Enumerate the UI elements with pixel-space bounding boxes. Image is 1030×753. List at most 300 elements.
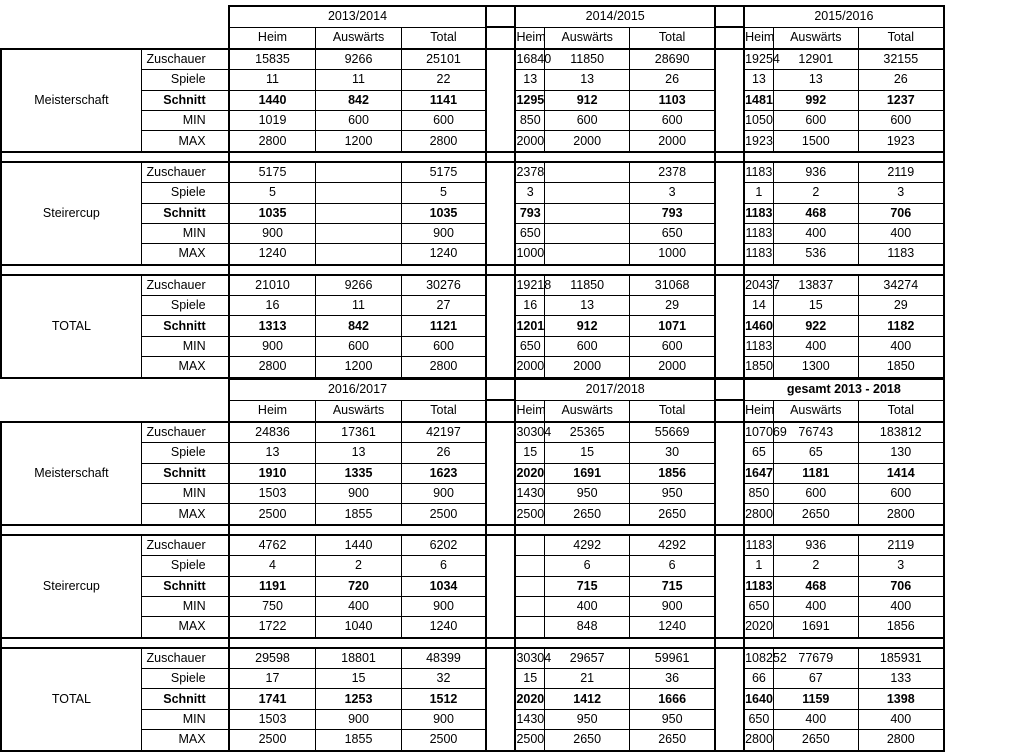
value-cell: 400	[316, 596, 401, 616]
column-header: Auswärts	[316, 400, 401, 421]
value-cell	[515, 556, 544, 576]
value-cell: 1240	[630, 617, 715, 638]
metric-label: Spiele	[141, 296, 228, 316]
value-cell: 48399	[401, 648, 486, 669]
value-cell: 22	[401, 70, 486, 90]
section-name: TOTAL	[1, 275, 141, 378]
metric-label: MAX	[141, 730, 228, 751]
spacer-cell	[486, 203, 515, 223]
value-cell: 600	[630, 110, 715, 130]
spacer-cell	[715, 49, 744, 70]
value-cell: 1741	[229, 689, 316, 709]
value-cell: 1000	[630, 244, 715, 265]
season-title: gesamt 2013 - 2018	[744, 379, 944, 400]
value-cell: 9266	[316, 275, 401, 296]
value-cell: 30	[630, 443, 715, 463]
table-row	[1, 576, 1029, 596]
spacer-cell	[715, 596, 744, 616]
value-cell: 2020	[515, 463, 544, 483]
spacer-cell	[486, 27, 515, 48]
attendance-table-2013-2016	[0, 5, 1030, 379]
value-cell	[316, 183, 401, 203]
value-cell: 1	[744, 183, 773, 203]
spacer-cell	[715, 730, 744, 751]
value-cell: 2650	[630, 504, 715, 525]
value-cell: 1722	[229, 617, 316, 638]
table-row	[1, 443, 1029, 463]
value-cell: 600	[545, 110, 630, 130]
column-header: Heim	[744, 27, 773, 48]
value-cell: 1183	[744, 244, 773, 265]
value-cell: 77679	[773, 648, 858, 669]
section-separator	[1, 152, 1029, 162]
value-cell: 11850	[545, 49, 630, 70]
spacer-cell	[715, 131, 744, 152]
value-cell: 6	[545, 556, 630, 576]
value-cell: 1910	[229, 463, 316, 483]
value-cell: 468	[773, 576, 858, 596]
value-cell	[515, 535, 544, 556]
spacer-cell	[486, 223, 515, 243]
metric-label: Schnitt	[141, 576, 228, 596]
metric-label: MIN	[141, 223, 228, 243]
column-header: Total	[401, 400, 486, 421]
spacer-cell	[486, 422, 515, 443]
value-cell: 1183	[744, 162, 773, 183]
spacer-cell	[486, 689, 515, 709]
table-row	[1, 617, 1029, 638]
value-cell: 2800	[401, 357, 486, 378]
value-cell: 600	[401, 110, 486, 130]
value-cell: 536	[773, 244, 858, 265]
spacer-cell	[715, 27, 744, 48]
value-cell: 1481	[744, 90, 773, 110]
table-row	[1, 70, 1029, 90]
value-cell: 2	[773, 556, 858, 576]
value-cell: 1500	[773, 131, 858, 152]
spacer-cell	[715, 709, 744, 729]
spacer-cell	[715, 535, 744, 556]
value-cell: 600	[773, 110, 858, 130]
value-cell: 15	[515, 443, 544, 463]
value-cell: 28690	[630, 49, 715, 70]
spacer-cell	[715, 110, 744, 130]
value-cell	[316, 162, 401, 183]
value-cell: 400	[773, 223, 858, 243]
table-row	[1, 244, 1029, 265]
season-title: 2014/2015	[515, 6, 715, 27]
value-cell: 900	[401, 709, 486, 729]
spacer-cell	[715, 183, 744, 203]
value-cell: 1398	[858, 689, 943, 709]
column-header: Auswärts	[545, 400, 630, 421]
value-cell: 400	[858, 223, 943, 243]
value-cell: 1691	[545, 463, 630, 483]
value-cell: 1335	[316, 463, 401, 483]
value-cell: 2000	[630, 357, 715, 378]
value-cell: 950	[630, 483, 715, 503]
season-title: 2013/2014	[229, 6, 487, 27]
spacer-cell	[715, 316, 744, 336]
value-cell	[515, 576, 544, 596]
subheader-row	[1, 27, 1029, 48]
metric-label: MAX	[141, 504, 228, 525]
value-cell: 715	[545, 576, 630, 596]
table-row	[1, 110, 1029, 130]
value-cell: 2500	[401, 504, 486, 525]
value-cell: 1856	[858, 617, 943, 638]
value-cell: 66	[744, 669, 773, 689]
value-cell: 2650	[545, 730, 630, 751]
value-cell: 34274	[858, 275, 943, 296]
value-cell: 1183	[858, 244, 943, 265]
value-cell: 2378	[515, 162, 544, 183]
value-cell: 842	[316, 90, 401, 110]
value-cell: 12901	[773, 49, 858, 70]
value-cell: 793	[630, 203, 715, 223]
value-cell: 706	[858, 203, 943, 223]
spacer-cell	[486, 162, 515, 183]
table-row	[1, 357, 1029, 378]
value-cell: 2800	[744, 730, 773, 751]
value-cell: 1159	[773, 689, 858, 709]
table-row	[1, 463, 1029, 483]
spacer-cell	[486, 669, 515, 689]
value-cell: 1000	[515, 244, 544, 265]
spacer-cell	[715, 400, 744, 421]
value-cell: 400	[773, 596, 858, 616]
value-cell: 1103	[630, 90, 715, 110]
value-cell: 2800	[858, 504, 943, 525]
value-cell: 1856	[630, 463, 715, 483]
value-cell: 30276	[401, 275, 486, 296]
spacer-cell	[715, 162, 744, 183]
value-cell: 2500	[229, 730, 316, 751]
value-cell	[545, 203, 630, 223]
value-cell: 600	[316, 110, 401, 130]
value-cell: 13	[229, 443, 316, 463]
value-cell: 900	[630, 596, 715, 616]
value-cell: 2500	[515, 730, 544, 751]
value-cell: 900	[401, 483, 486, 503]
value-cell: 842	[316, 316, 401, 336]
value-cell: 1035	[401, 203, 486, 223]
spacer-cell	[486, 556, 515, 576]
value-cell: 850	[744, 483, 773, 503]
value-cell: 912	[545, 90, 630, 110]
value-cell: 992	[773, 90, 858, 110]
value-cell	[316, 244, 401, 265]
section-separator	[1, 638, 1029, 648]
value-cell: 3	[858, 556, 943, 576]
value-cell: 600	[858, 110, 943, 130]
metric-label: MAX	[141, 244, 228, 265]
value-cell: 1923	[858, 131, 943, 152]
table-row	[1, 483, 1029, 503]
value-cell: 29657	[545, 648, 630, 669]
value-cell: 2000	[545, 131, 630, 152]
spacer-cell	[715, 689, 744, 709]
value-cell: 2119	[858, 535, 943, 556]
value-cell: 1182	[858, 316, 943, 336]
table-row	[1, 556, 1029, 576]
column-header: Heim	[229, 27, 316, 48]
value-cell: 1201	[515, 316, 544, 336]
spacer-cell	[486, 443, 515, 463]
metric-label: Spiele	[141, 70, 228, 90]
value-cell: 900	[316, 709, 401, 729]
value-cell: 400	[773, 709, 858, 729]
metric-label: MIN	[141, 709, 228, 729]
subheader-row	[1, 400, 1029, 421]
value-cell: 2650	[773, 730, 858, 751]
value-cell: 11	[316, 296, 401, 316]
value-cell: 600	[545, 336, 630, 356]
value-cell: 2500	[229, 504, 316, 525]
value-cell: 715	[630, 576, 715, 596]
value-cell: 19218	[515, 275, 544, 296]
section-separator	[1, 525, 1029, 535]
value-cell: 950	[630, 709, 715, 729]
table-row	[1, 669, 1029, 689]
section-name: Meisterschaft	[1, 49, 141, 152]
value-cell: 600	[401, 336, 486, 356]
value-cell: 16	[515, 296, 544, 316]
column-header: Auswärts	[773, 27, 858, 48]
value-cell: 20437	[744, 275, 773, 296]
value-cell: 600	[858, 483, 943, 503]
value-cell: 2650	[545, 504, 630, 525]
season-title: 2017/2018	[515, 379, 715, 400]
value-cell: 15	[316, 669, 401, 689]
metric-label: Zuschauer	[141, 422, 228, 443]
section-separator	[1, 265, 1029, 275]
value-cell: 59961	[630, 648, 715, 669]
value-cell: 1503	[229, 709, 316, 729]
value-cell: 1440	[316, 535, 401, 556]
spacer-cell	[715, 669, 744, 689]
value-cell: 16840	[515, 49, 544, 70]
value-cell: 65	[744, 443, 773, 463]
spacer-cell	[486, 535, 515, 556]
season-title: 2016/2017	[229, 379, 487, 400]
value-cell: 1855	[316, 730, 401, 751]
value-cell: 13	[545, 296, 630, 316]
spacer-cell	[486, 296, 515, 316]
value-cell: 1640	[744, 689, 773, 709]
value-cell: 1460	[744, 316, 773, 336]
value-cell: 950	[545, 709, 630, 729]
value-cell: 32155	[858, 49, 943, 70]
metric-label: Zuschauer	[141, 275, 228, 296]
spacer-cell	[715, 379, 744, 400]
value-cell: 468	[773, 203, 858, 223]
value-cell: 25365	[545, 422, 630, 443]
table-row	[1, 689, 1029, 709]
spacer-cell	[715, 422, 744, 443]
spacer-cell	[486, 70, 515, 90]
spacer-cell	[715, 275, 744, 296]
section-name: Steirercup	[1, 535, 141, 638]
value-cell: 900	[401, 596, 486, 616]
value-cell: 1440	[229, 90, 316, 110]
value-cell: 2119	[858, 162, 943, 183]
value-cell: 3	[630, 183, 715, 203]
value-cell: 13	[515, 70, 544, 90]
value-cell: 1295	[515, 90, 544, 110]
value-cell: 55669	[630, 422, 715, 443]
table-row	[1, 316, 1029, 336]
spacer-cell	[486, 730, 515, 751]
spacer-cell	[486, 110, 515, 130]
value-cell: 2020	[515, 689, 544, 709]
value-cell: 1855	[316, 504, 401, 525]
value-cell: 13837	[773, 275, 858, 296]
value-cell: 19254	[744, 49, 773, 70]
value-cell: 1240	[401, 244, 486, 265]
value-cell: 6	[630, 556, 715, 576]
value-cell: 936	[773, 535, 858, 556]
spacer-cell	[486, 648, 515, 669]
value-cell: 108252	[744, 648, 773, 669]
metric-label: MIN	[141, 596, 228, 616]
value-cell: 185931	[858, 648, 943, 669]
value-cell: 4292	[545, 535, 630, 556]
value-cell: 1050	[744, 110, 773, 130]
value-cell: 2800	[858, 730, 943, 751]
value-cell: 650	[515, 336, 544, 356]
value-cell: 1183	[744, 535, 773, 556]
value-cell: 1191	[229, 576, 316, 596]
metric-label: Schnitt	[141, 689, 228, 709]
value-cell: 2650	[630, 730, 715, 751]
value-cell: 24836	[229, 422, 316, 443]
value-cell: 400	[858, 336, 943, 356]
value-cell: 1237	[858, 90, 943, 110]
table-row	[1, 275, 1029, 296]
value-cell: 750	[229, 596, 316, 616]
value-cell: 11	[229, 70, 316, 90]
value-cell: 1240	[229, 244, 316, 265]
table-row	[1, 131, 1029, 152]
value-cell: 720	[316, 576, 401, 596]
spacer-cell	[715, 483, 744, 503]
metric-label: Zuschauer	[141, 535, 228, 556]
value-cell: 21	[545, 669, 630, 689]
value-cell: 29	[630, 296, 715, 316]
value-cell: 2378	[630, 162, 715, 183]
value-cell: 650	[744, 596, 773, 616]
value-cell: 1647	[744, 463, 773, 483]
table-row	[1, 162, 1029, 183]
value-cell: 67	[773, 669, 858, 689]
value-cell: 29	[858, 296, 943, 316]
value-cell: 42197	[401, 422, 486, 443]
value-cell: 2500	[401, 730, 486, 751]
value-cell: 11850	[545, 275, 630, 296]
spacer-cell	[715, 617, 744, 638]
value-cell: 15835	[229, 49, 316, 70]
spacer-cell	[715, 70, 744, 90]
section-name: Meisterschaft	[1, 422, 141, 525]
value-cell: 14	[744, 296, 773, 316]
value-cell	[316, 223, 401, 243]
table-row	[1, 90, 1029, 110]
metric-label: Zuschauer	[141, 162, 228, 183]
value-cell: 6202	[401, 535, 486, 556]
value-cell: 29598	[229, 648, 316, 669]
value-cell: 1121	[401, 316, 486, 336]
spacer-cell	[715, 223, 744, 243]
value-cell	[316, 203, 401, 223]
value-cell: 2800	[229, 131, 316, 152]
value-cell: 1183	[744, 203, 773, 223]
spacer-cell	[486, 183, 515, 203]
value-cell: 1183	[744, 576, 773, 596]
value-cell: 2800	[229, 357, 316, 378]
spacer-cell	[486, 709, 515, 729]
value-cell	[545, 162, 630, 183]
spacer-cell	[486, 244, 515, 265]
season-header-row	[1, 6, 1029, 27]
metric-label: Spiele	[141, 183, 228, 203]
table-row	[1, 709, 1029, 729]
spacer-cell	[486, 131, 515, 152]
value-cell: 183812	[858, 422, 943, 443]
spacer-cell	[486, 336, 515, 356]
table-row	[1, 422, 1029, 443]
value-cell: 1512	[401, 689, 486, 709]
value-cell: 107069	[744, 422, 773, 443]
metric-label: MAX	[141, 131, 228, 152]
value-cell: 793	[515, 203, 544, 223]
value-cell: 3	[858, 183, 943, 203]
value-cell: 9266	[316, 49, 401, 70]
value-cell: 2650	[773, 504, 858, 525]
value-cell: 2000	[515, 357, 544, 378]
value-cell: 1071	[630, 316, 715, 336]
value-cell: 3	[515, 183, 544, 203]
value-cell: 17	[229, 669, 316, 689]
spacer-cell	[486, 576, 515, 596]
value-cell: 1414	[858, 463, 943, 483]
value-cell: 30304	[515, 422, 544, 443]
value-cell: 400	[773, 336, 858, 356]
spacer-cell	[715, 90, 744, 110]
spacer-cell	[486, 6, 515, 27]
value-cell: 1040	[316, 617, 401, 638]
value-cell: 1240	[401, 617, 486, 638]
value-cell: 36	[630, 669, 715, 689]
table-row	[1, 183, 1029, 203]
value-cell: 1035	[229, 203, 316, 223]
value-cell	[545, 223, 630, 243]
value-cell: 650	[744, 709, 773, 729]
table-row	[1, 596, 1029, 616]
spacer-cell	[486, 617, 515, 638]
spacer-cell	[715, 296, 744, 316]
value-cell: 1253	[316, 689, 401, 709]
metric-label: Schnitt	[141, 90, 228, 110]
value-cell: 600	[773, 483, 858, 503]
value-cell: 32	[401, 669, 486, 689]
value-cell: 4292	[630, 535, 715, 556]
value-cell: 2	[316, 556, 401, 576]
value-cell: 5175	[401, 162, 486, 183]
value-cell	[515, 596, 544, 616]
table-row	[1, 49, 1029, 70]
value-cell: 400	[545, 596, 630, 616]
